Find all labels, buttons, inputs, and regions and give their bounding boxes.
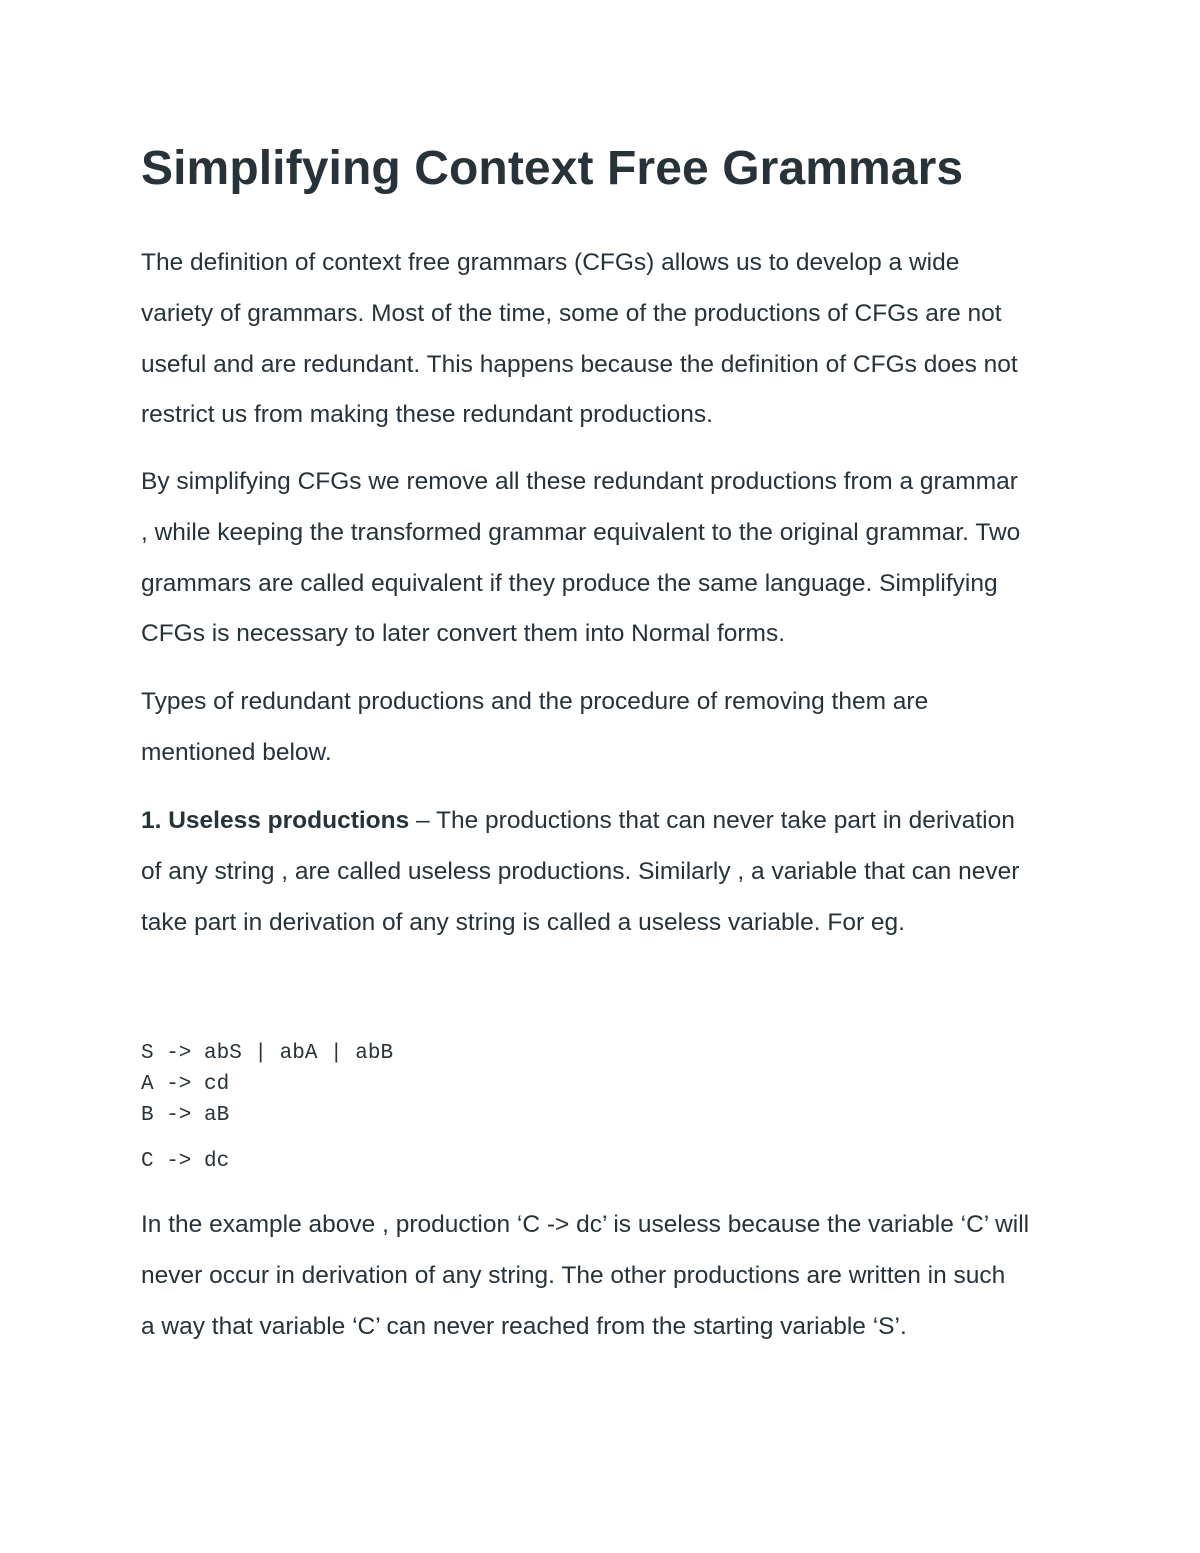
code-line: S -> abS | abA | abB	[141, 1042, 394, 1065]
text-line: grammars are called equivalent if they produce the same language. Simplifying	[141, 569, 998, 597]
example-paragraph	[141, 1200, 1071, 1352]
text-line	[141, 796, 1071, 847]
heading-continuation: – The productions that can never take part in derivation	[409, 807, 1015, 834]
intro-paragraph	[141, 238, 1071, 441]
text-line: The definition of context free grammars (CFGs) allows us to develop a wide	[141, 249, 960, 276]
page-title: Simplifying Context Free Grammars	[141, 142, 964, 195]
text-line: restrict us from making these redundant productions.	[141, 401, 713, 429]
code-line-extra: C -> dc	[141, 1150, 230, 1173]
text-line: In the example above , production ‘C -> dc’ is useless because the variable ‘C’ will	[141, 1211, 1030, 1238]
text-line: a way that variable ‘C’ can never reached from the starting variable ‘S’.	[141, 1312, 907, 1340]
text-line: of any string , are called useless productions. Similarly , a variable that can never	[141, 857, 1020, 885]
text-line: Types of redundant productions and the procedure of removing them are	[141, 688, 929, 715]
code-line: B -> aB	[141, 1104, 230, 1127]
text-line: take part in derivation of any string is called a useless variable. For eg.	[141, 908, 905, 936]
types-paragraph	[141, 677, 1071, 779]
text-line: CFGs is necessary to later convert them into Normal forms.	[141, 620, 785, 648]
section-heading: 1. Useless productions	[141, 807, 410, 834]
text-line: , while keeping the transformed grammar equivalent to the original grammar. Two	[141, 518, 1021, 546]
code-block	[141, 1038, 393, 1131]
text-line: variety of grammars. Most of the time, some of the productions of CFGs are not	[141, 299, 1002, 327]
text-line: never occur in derivation of any string. The other productions are written in such	[141, 1261, 1006, 1289]
text-line: mentioned below.	[141, 738, 332, 766]
code-line: A -> cd	[141, 1073, 230, 1096]
simplify-paragraph	[141, 457, 1071, 660]
useless-productions-paragraph	[141, 796, 1071, 948]
text-line: By simplifying CFGs we remove all these redundant productions from a grammar	[141, 468, 1018, 495]
text-line: useful and are redundant. This happens because the definition of CFGs does not	[141, 350, 1018, 378]
